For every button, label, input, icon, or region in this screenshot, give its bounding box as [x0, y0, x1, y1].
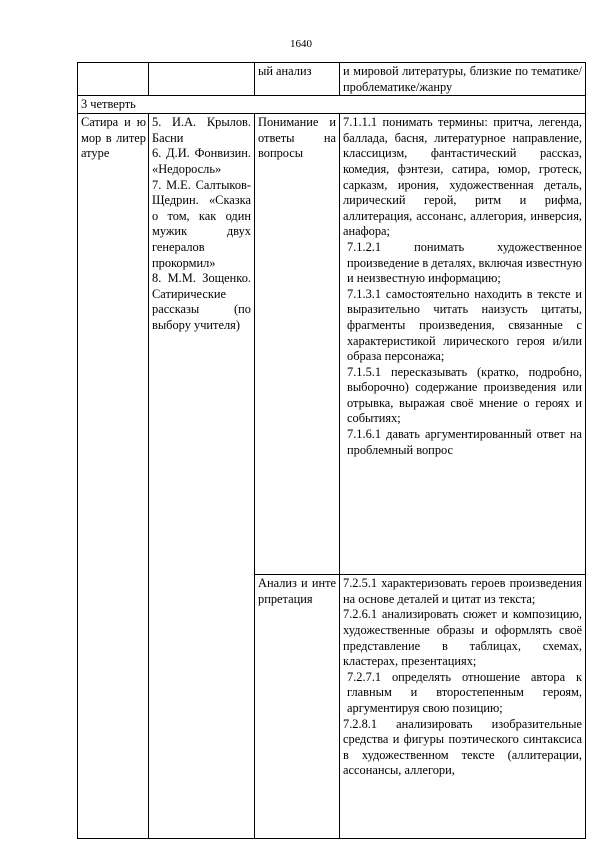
topic-text: Сатира и юмор в литературе [81, 115, 146, 161]
page-number: 1640 [290, 38, 312, 50]
work-item: 5. И.А. Крылов. Басни [152, 115, 251, 145]
cell-objectives-understanding [340, 114, 586, 575]
work-item: 7. М.Е. Салтыков-Щедрин. «Сказка о том, как один мужик двух генералов прокормил» [152, 177, 251, 270]
work-item: 6. Д.И. Фонвизин. «Недоросль» [152, 146, 251, 176]
skill-label: Понимание и ответы на вопросы [258, 115, 336, 161]
cell-objectives-analysis [340, 575, 586, 839]
table-row-section [78, 114, 586, 575]
work-item: 8. М.М. Зощенко. Сатирические рассказы (по выбору учителя) [152, 271, 251, 332]
objective-item: 7.2.8.1 анализировать изобразительные средства и фигуры поэтического синтаксиса в художественном тексте (аллитерации, ассонансы, аллегори, [343, 716, 582, 778]
objective-item: 7.1.2.1 понимать художественное произведение в деталях, включая известную и неизвестную информацию; [347, 239, 582, 286]
cell-objective-continued [340, 63, 586, 96]
cell-topic-empty [78, 63, 149, 96]
curriculum-table [77, 62, 586, 839]
objective-item: 7.1.3.1 самостоятельно находить в тексте и выразительно читать наизусть цитаты, фрагменты произведения, связанные с характеристикой лирического героя и/или образа персонажа; [347, 286, 582, 364]
cell-skill-analysis [255, 575, 340, 839]
cell-works-empty [149, 63, 255, 96]
cell-works [149, 114, 255, 839]
quarter-label: 3 четверть [78, 96, 586, 114]
objective-item: 7.2.7.1 определять отношение автора к главным и второстепенным героям, аргументируя свою позицию; [347, 669, 582, 715]
objective-text: и мировой литературы, близкие по тематике/ проблематике/жанру [343, 64, 582, 94]
objective-item: 7.1.6.1 давать аргументированный ответ на проблемный вопрос [347, 427, 582, 457]
table-row-quarter [78, 96, 586, 114]
objective-item: 7.1.1.1 понимать термины: притча, легенда, баллада, басня, литературное направление, классицизм, фантастический рассказ, комедия, фэнтези, сатира, юмор, гротеск, сарказм, ирония, художественная деталь, лирический герой, ритм и рифма, аллитерация, ассонанс, аллегория, инверсия, анафора; [343, 115, 582, 239]
cell-skill-continued: ый анализ [255, 63, 340, 96]
objective-item: 7.2.6.1 анализировать сюжет и композицию, художественные образы и оформлять своё представление в таблицах, схемах, кластерах, презентациях; [343, 607, 582, 669]
cell-topic [78, 114, 149, 839]
cell-skill-understanding [255, 114, 340, 575]
objective-item: 7.1.5.1 пересказывать (кратко, подробно, выборочно) содержание произведения или отрывка, выражая своё мнение о героях и событиях; [347, 364, 582, 426]
table-row-continuation [78, 63, 586, 96]
skill-label: Анализ и интерпретация [258, 576, 336, 606]
objective-item: 7.2.5.1 характеризовать героев произведения на основе деталей и цитат из текста; [343, 576, 582, 606]
